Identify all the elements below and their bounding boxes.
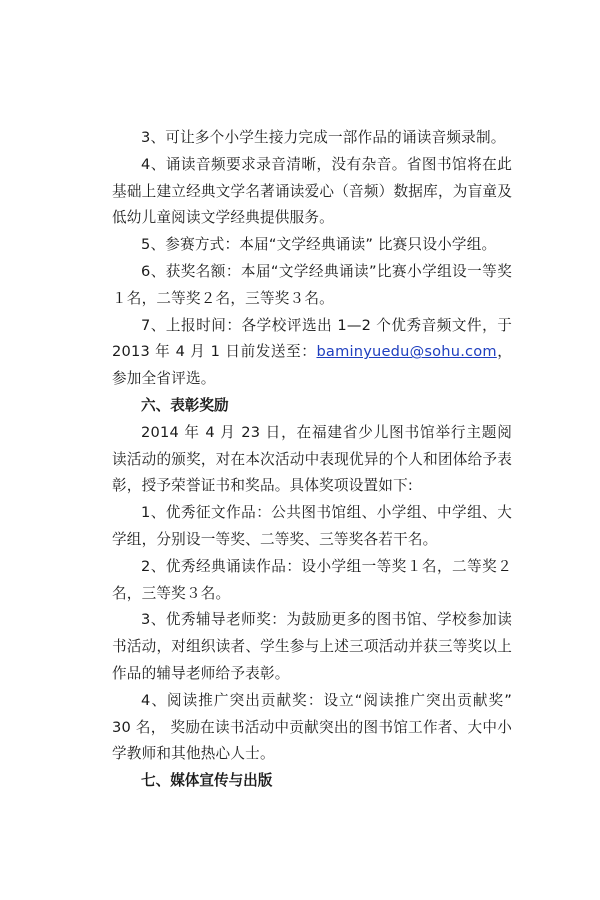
paragraph-award-2: 2、优秀经典诵读作品：设小学组一等奖１名，二等奖２名，三等奖３名。: [112, 557, 512, 602]
paragraph-award-4: 4、阅读推广突出贡献奖：设立“阅读推广突出贡献奖” 30 名， 奖励在读书活动中贡献突出的图书馆工作者、大中小学教师和其他热心人士。: [112, 691, 512, 763]
paragraph-item-7: [112, 313, 512, 393]
paragraph-item-6: 6、获奖名额：本届“文学经典诵读”比赛小学组设一等奖１名，二等奖２名，三等奖３名。: [112, 262, 512, 307]
paragraph-award-1: 1、优秀征文作品：公共图书馆组、小学组、中学组、大学组，分别设一等奖、二等奖、三等奖各若干名。: [112, 504, 512, 548]
paragraph-item-7-tail: ，参加全省评选。: [112, 343, 512, 388]
paragraph-item-5: 5、参赛方式：本届“文学经典诵读” 比赛只设小学组。: [141, 236, 497, 254]
document-body: [112, 125, 512, 795]
paragraph-award-intro: 2014 年 4 月 23 日，在福建省少儿图书馆举行主题阅读活动的颁奖，对在本次活动中表现优异的个人和团体给予表彰，授予荣誉证书和奖品。具体奖项设置如下:: [112, 423, 512, 495]
section-heading-seven: 七、媒体宣传与出版: [141, 772, 273, 790]
section-heading-six: 六、表彰奖励: [141, 396, 229, 414]
paragraph-item-4: 4、诵读音频要求录音清晰，没有杂音。省图书馆将在此基础上建立经典文学名著诵读爱心（音频）数据库，为盲童及低幼儿童阅读文学经典提供服务。: [112, 155, 512, 227]
email-link[interactable]: baminyuedu@sohu.com: [316, 343, 497, 361]
paragraph-item-3: 3、可让多个小学生接力完成一部作品的诵读音频录制。: [141, 129, 506, 146]
paragraph-item-7-text: 7、上报时间：各学校评选出 1—2 个优秀音频文件，于 2013 年 4 月 1 日前发送至：: [112, 316, 512, 361]
paragraph-award-3: 3、优秀辅导老师奖：为鼓励更多的图书馆、学校参加读书活动，对组织读者、学生参与上述三项活动并获三等奖以上作品的辅导老师给予表彰。: [112, 611, 512, 682]
